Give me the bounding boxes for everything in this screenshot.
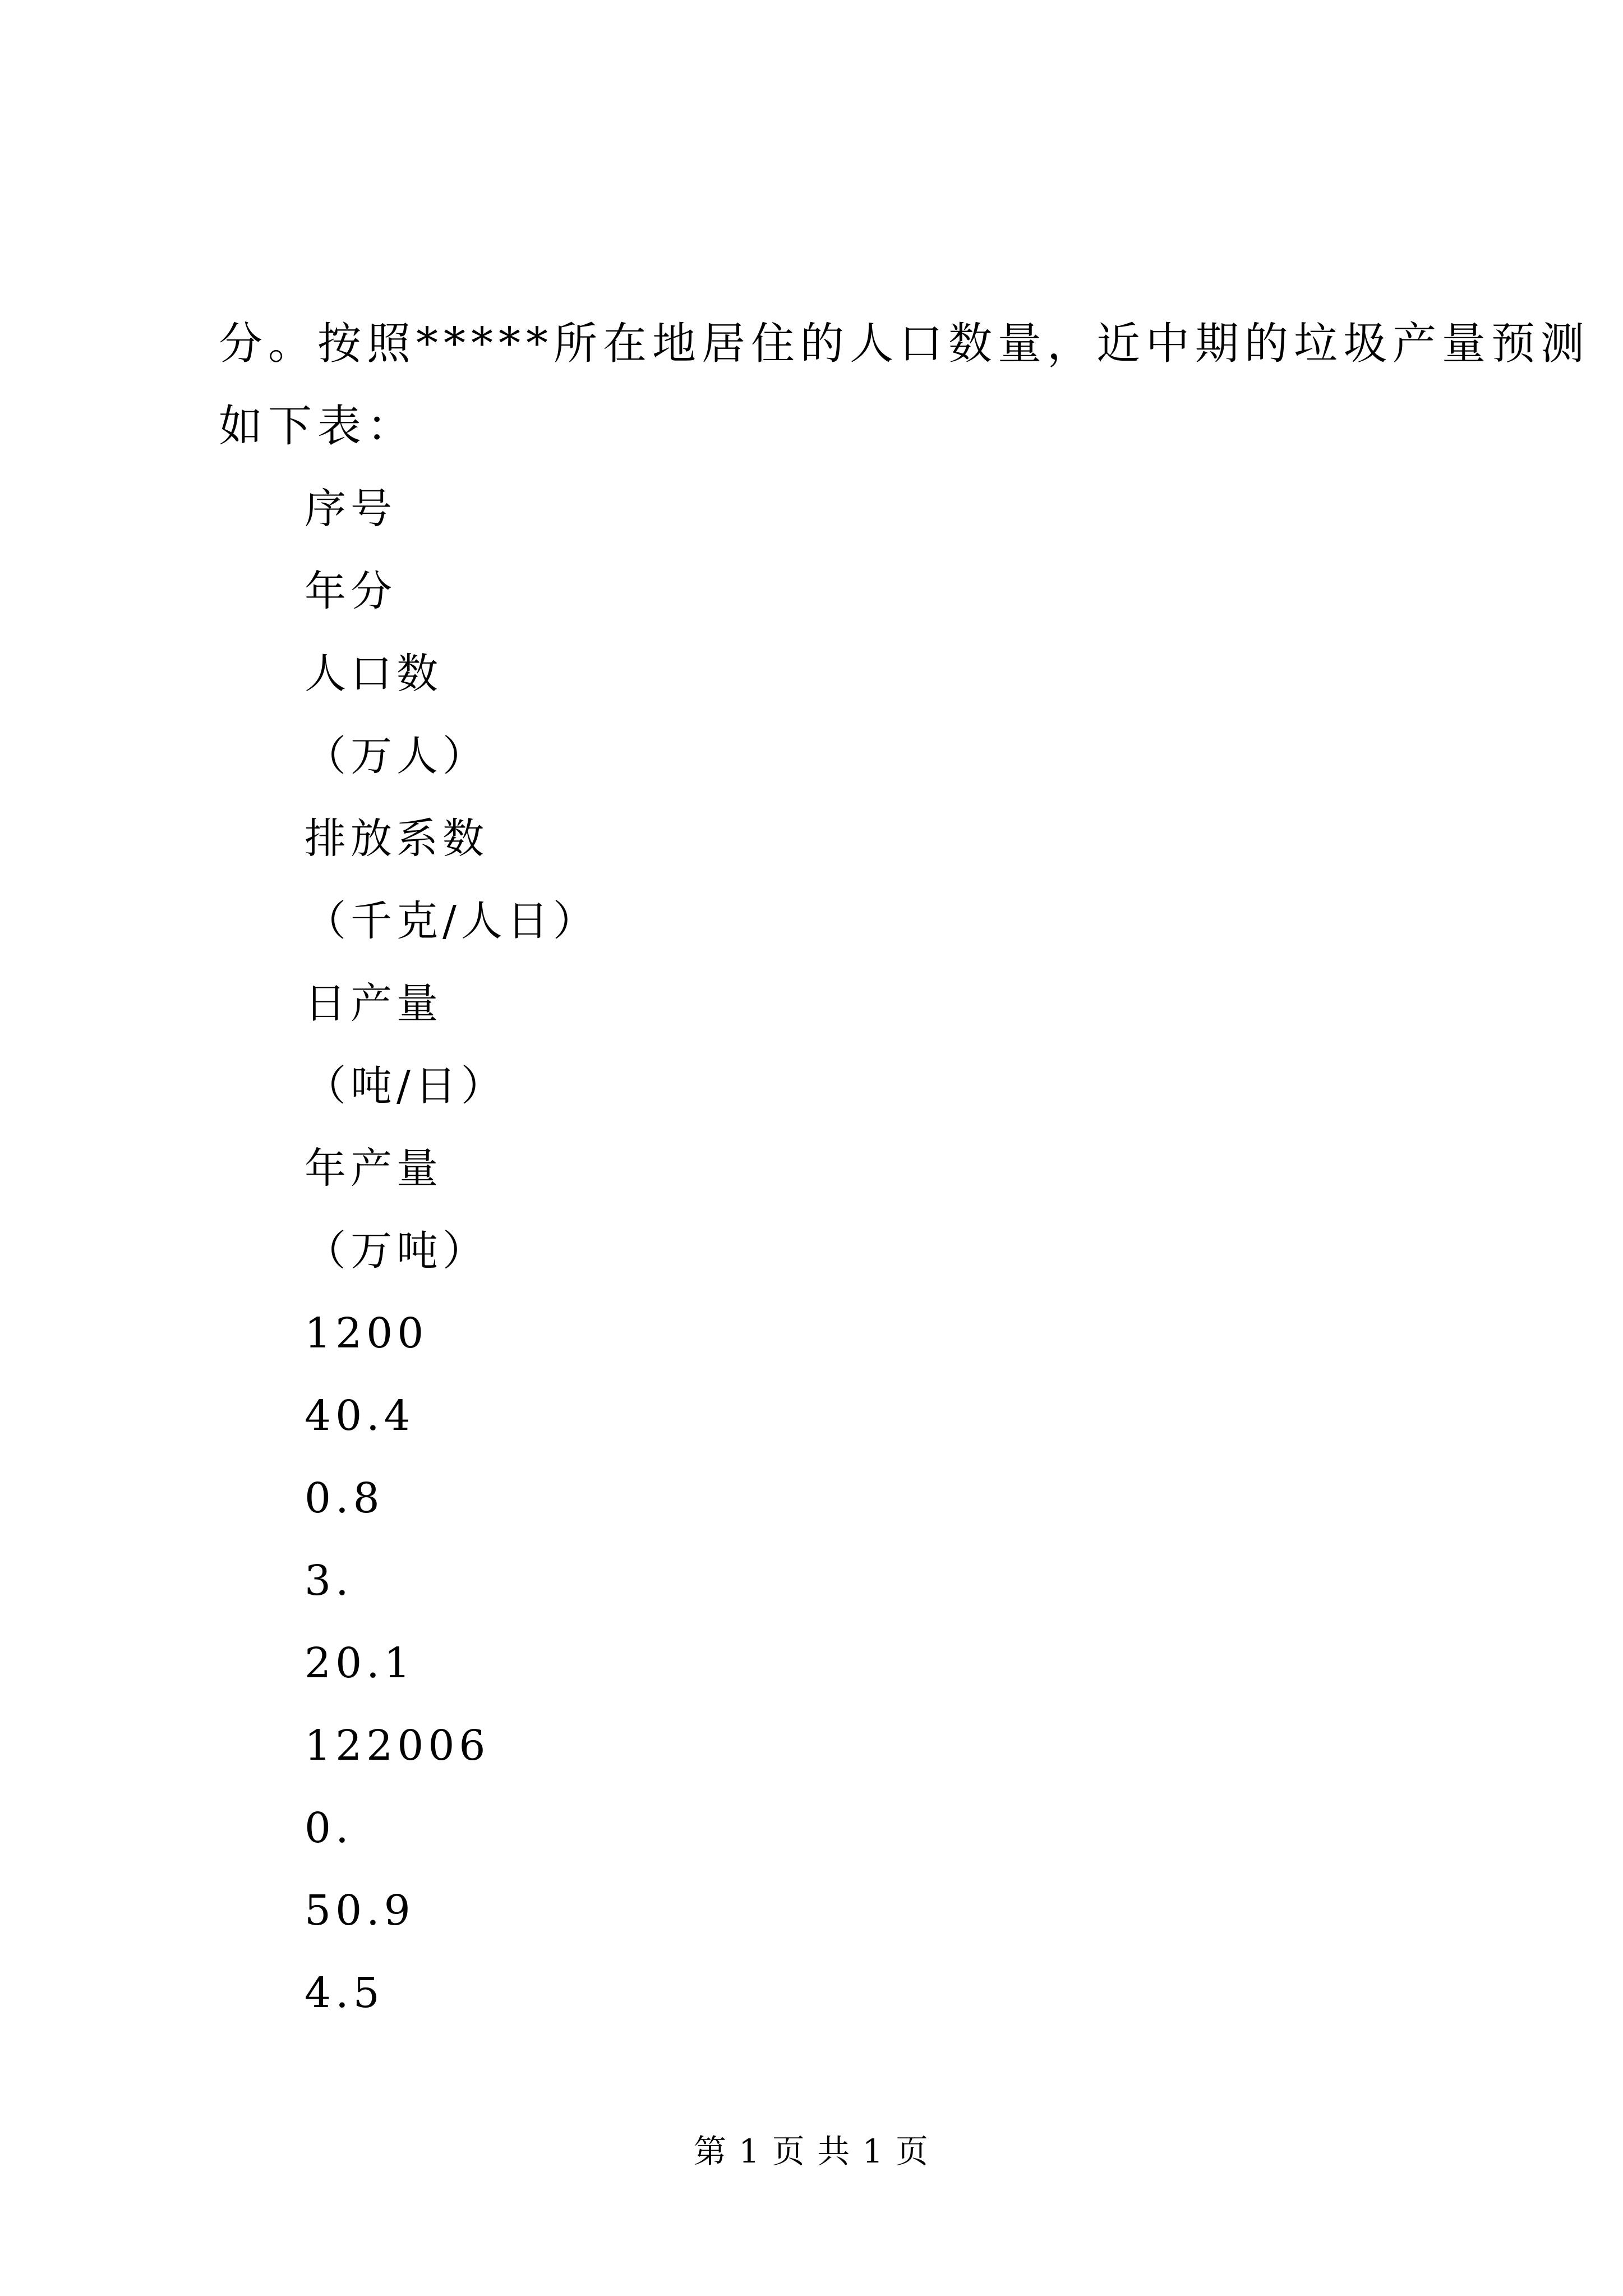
intro-line-2: 如下表： (219, 401, 417, 452)
line-value: 40.4 (305, 1392, 415, 1440)
line-population-unit: （万人） (305, 732, 488, 780)
line-emission-header: 排放系数 (305, 815, 488, 863)
line-year-header: 年分 (305, 567, 396, 615)
line-value: 4.5 (305, 1969, 384, 2017)
line-emission-unit: （千克/人日） (305, 897, 599, 945)
line-daily-output-header: 日产量 (305, 979, 442, 1028)
line-population-header: 人口数 (305, 650, 442, 698)
line-value: 0.8 (305, 1474, 384, 1522)
line-value: 0. (305, 1804, 353, 1852)
line-annual-output-header: 年产量 (305, 1144, 442, 1193)
line-serial-header: 序号 (305, 485, 396, 533)
line-value: 20.1 (305, 1639, 415, 1687)
line-value: 50.9 (305, 1887, 415, 1935)
line-value: 1200 (305, 1309, 428, 1358)
table-lines (305, 468, 599, 2035)
line-annual-output-unit: （万吨） (305, 1227, 488, 1275)
intro-paragraph (219, 303, 1590, 468)
intro-line-1: 分。按照*****所在地居住的人口数量，近中期的垃圾产量预测 (219, 319, 1590, 369)
line-daily-output-unit: （吨/日） (305, 1062, 507, 1110)
line-value: 3. (305, 1557, 353, 1605)
line-value: 122006 (305, 1722, 490, 1770)
page-footer: 第 1 页 共 1 页 (694, 2132, 929, 2170)
